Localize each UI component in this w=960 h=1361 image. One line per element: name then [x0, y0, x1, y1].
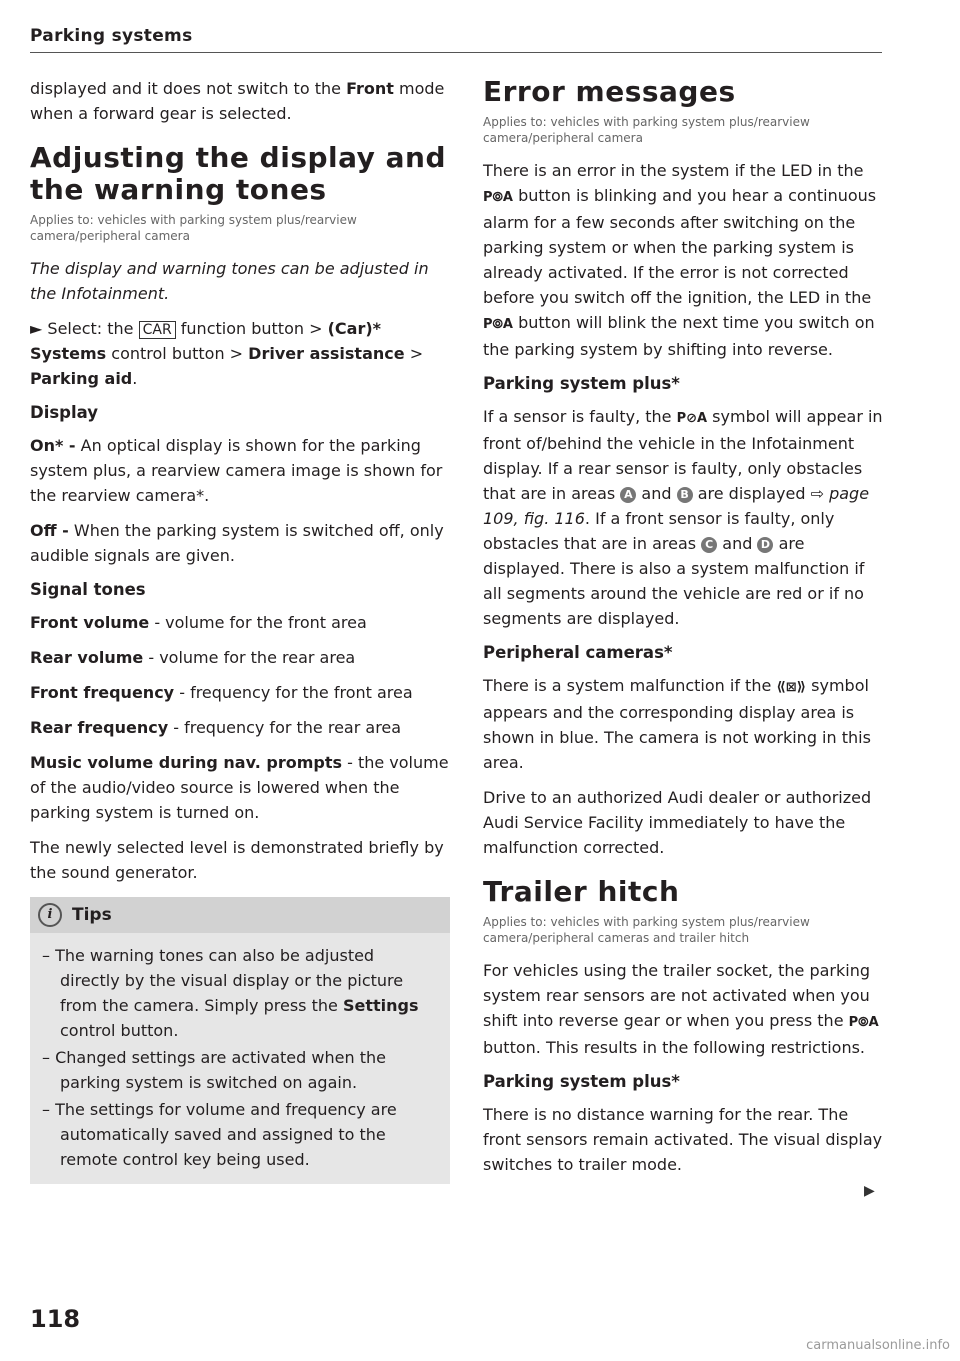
parking-aid-button-icon: P⦾A: [848, 1015, 879, 1030]
psp-paragraph: If a sensor is faulty, the P⊘A symbol will appear in front of/behind the vehicle in the Infotainment display. If a rear sensor is faulty, only obstacles that are in areas A and B are displayed ⇨ page 109, fig. 116. If a front sensor is faulty, only obstacles that are in areas C and D are displayed. There is also a system malfunction if all segments around the vehicle are red or if no segments are displayed.: [483, 407, 883, 628]
tips-title: Tips: [72, 905, 112, 925]
heading-display: Display: [30, 403, 99, 422]
heading-adjusting-display: Adjusting the display and the warning tones: [30, 141, 447, 206]
page-reference-link: ⇨ page 109, fig. 116: [483, 484, 870, 528]
tips-header: [30, 897, 450, 933]
front-frequency: Front frequency - frequency for the front area: [30, 683, 413, 702]
right-column: [483, 76, 883, 1187]
applies-to-note: Applies to: vehicles with parking system plus/rearview camera/peripheral camera: [483, 115, 810, 145]
intro-text: The display and warning tones can be adjusted in the Infotainment.: [30, 259, 429, 303]
area-a-icon: A: [620, 487, 636, 503]
applies-to-note: Applies to: vehicles with parking system plus/rearview camera/peripheral camera: [30, 213, 357, 243]
tips-item: – Changed settings are activated when the parking system is switched on again.: [42, 1048, 386, 1092]
drive-to-dealer: Drive to an authorized Audi dealer or authorized Audi Service Facility immediately to have the malfunction corrected.: [483, 788, 872, 857]
applies-to-note: Applies to: vehicles with parking system plus/rearview camera/peripheral cameras and trailer hitch: [483, 915, 810, 945]
car-key-label: CAR: [139, 321, 176, 339]
parking-aid-button-icon: P⦾A: [483, 317, 513, 332]
left-column: [30, 76, 450, 1184]
camera-fault-icon: ⟪⊠⟫: [776, 680, 807, 695]
parking-aid-button-icon: P⦾A: [483, 190, 513, 205]
heading-parking-system-plus-2: Parking system plus*: [483, 1072, 680, 1091]
area-d-icon: D: [757, 537, 773, 553]
instruction-step: ► Select: the CAR function button > (Car)* Systems control button > Driver assistance > Parking aid.: [30, 319, 424, 388]
paragraph-front-mode: displayed and it does not switch to the Front mode when a forward gear is selected.: [30, 79, 445, 123]
continue-arrow-icon: ▶: [864, 1183, 875, 1199]
section-title: Parking systems: [30, 26, 193, 46]
tips-item: – The settings for volume and frequency are automatically saved and assigned to the remote control key being used.: [42, 1100, 397, 1169]
area-b-icon: B: [677, 487, 693, 503]
newly-selected-level: The newly selected level is demonstrated briefly by the sound generator.: [30, 838, 444, 882]
info-icon: i: [38, 903, 62, 927]
area-c-icon: C: [701, 537, 717, 553]
heading-signal-tones: Signal tones: [30, 580, 146, 599]
page-number: 118: [30, 1305, 81, 1333]
heading-error-messages: Error messages: [483, 75, 736, 108]
rear-volume: Rear volume - volume for the rear area: [30, 648, 356, 667]
display-on: On* - An optical display is shown for the parking system plus, a rearview camera image is shown for the rearview camera*.: [30, 436, 443, 505]
display-off: Off - When the parking system is switched off, only audible signals are given.: [30, 521, 444, 565]
heading-peripheral-cameras: Peripheral cameras*: [483, 643, 673, 662]
tips-item: – The warning tones can also be adjusted directly by the visual display or the picture from the camera. Simply press the Settings control button.: [42, 946, 419, 1040]
trailer-paragraph: For vehicles using the trailer socket, the parking system rear sensors are not activated when you shift into reverse gear or when you press the P⦾A button. This results in the following restrictions.: [483, 961, 879, 1057]
page-header: [30, 26, 882, 53]
front-volume: Front volume - volume for the front area: [30, 613, 367, 632]
sensor-fault-icon: P⊘A: [676, 411, 708, 426]
psp2-paragraph: There is no distance warning for the rear. The front sensors remain activated. The visual display switches to trailer mode.: [483, 1105, 883, 1174]
heading-parking-system-plus: Parking system plus*: [483, 374, 680, 393]
tips-list: [30, 943, 450, 1172]
tips-box: [30, 897, 450, 1184]
watermark: carmanualsonline.info: [806, 1338, 950, 1353]
periph-paragraph: There is a system malfunction if the ⟪⊠⟫ symbol appears and the corresponding display area is shown in blue. The camera is not working in this area.: [483, 676, 871, 772]
music-volume: Music volume during nav. prompts - the volume of the audio/video source is lowered when the parking system is turned on.: [30, 753, 449, 822]
rear-frequency: Rear frequency - frequency for the rear area: [30, 718, 402, 737]
heading-trailer-hitch: Trailer hitch: [483, 875, 680, 908]
error-paragraph: There is an error in the system if the LED in the P⦾A button is blinking and you hear a continuous alarm for a few seconds after switching on the parking system or when the parking system is already activated. If the error is not corrected before you switch off the ignition, the LED in the P⦾A button will blink the next time you switch on the parking system by shifting into reverse.: [483, 161, 877, 359]
